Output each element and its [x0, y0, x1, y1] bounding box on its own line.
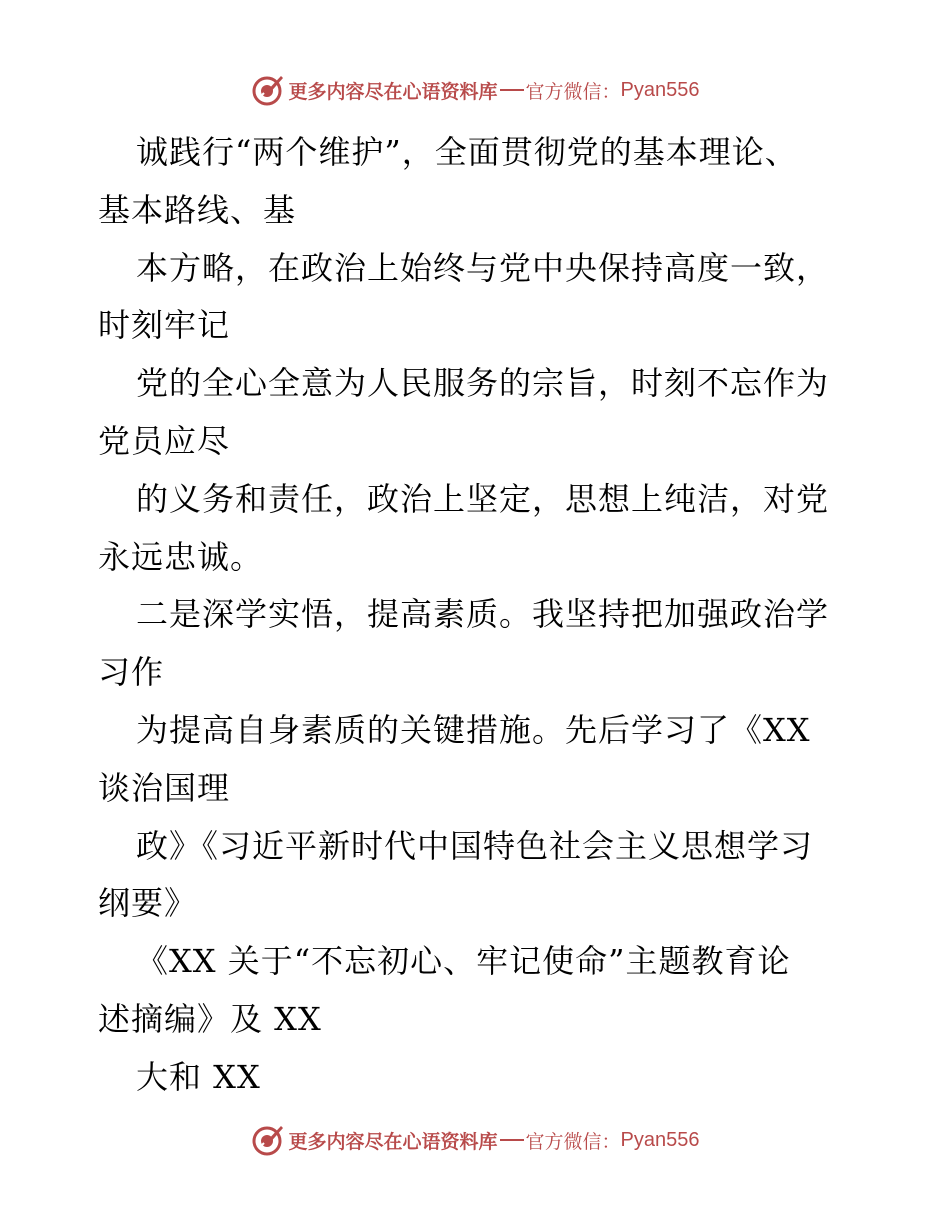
quill-logo-icon	[251, 1123, 285, 1157]
body-line: 《XX 关于“不忘初心、牢记使命”主题教育论	[136, 942, 791, 981]
header-banner-text: 更多内容尽在心语资料库	[288, 80, 498, 103]
body-line: 党的全心全意为人民服务的宗旨，时刻不忘作为	[136, 364, 830, 403]
body-line: 谈治国理	[98, 768, 231, 807]
header-banner-dash	[500, 89, 524, 91]
footer-wechat-id: Pyan556	[620, 1128, 700, 1151]
body-line: 党员应尽	[98, 421, 231, 460]
body-line: 诚践行“两个维护”，全面贯彻党的基本理论、	[136, 133, 798, 171]
body-line: 永远忠诚。	[98, 537, 264, 576]
footer-wechat-label: 官方微信：	[525, 1130, 621, 1153]
body-line: 政》《习近平新时代中国特色社会主义思想学习	[136, 826, 814, 865]
body-line: 本方略，在政治上始终与党中央保持高度一致，	[136, 248, 830, 287]
body-line: 时刻牢记	[98, 306, 231, 345]
quill-logo-icon	[251, 73, 285, 107]
body-line: 纲要》	[98, 884, 198, 923]
header-wechat-label: 官方微信：	[525, 80, 621, 103]
footer-banner-dash	[500, 1139, 524, 1141]
body-line: 二是深学实悟，提高素质。我坚持把加强政治学	[136, 595, 830, 634]
body-line: 述摘编》及 XX	[98, 999, 322, 1038]
header-banner	[0, 70, 950, 110]
body-line: 大和 XX	[136, 1057, 261, 1096]
footer-banner	[0, 1120, 950, 1160]
body-line: 的义务和责任，政治上坚定，思想上纯洁，对党	[136, 479, 830, 518]
footer-banner-text: 更多内容尽在心语资料库	[288, 1130, 498, 1153]
body-line: 为提高自身素质的关键措施。先后学习了《XX	[136, 710, 811, 749]
body-line: 习作	[98, 653, 165, 692]
header-wechat-id: Pyan556	[620, 78, 700, 101]
body-line: 基本路线、基	[98, 190, 297, 229]
document-body	[98, 124, 858, 1107]
